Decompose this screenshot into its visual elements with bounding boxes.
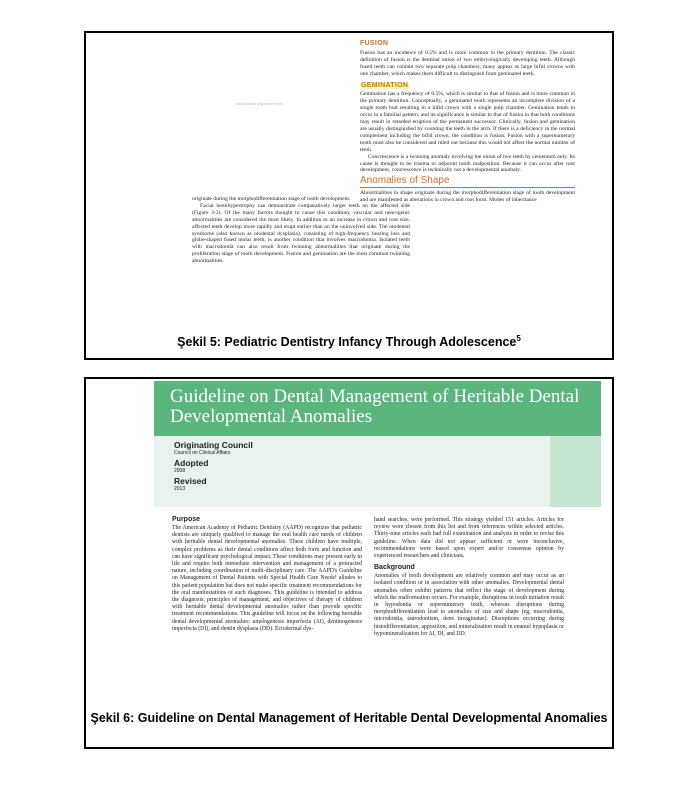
guideline-column-right xyxy=(374,517,564,638)
originating-label: Originating Council xyxy=(174,440,253,450)
revised-value: 2013 xyxy=(174,486,186,492)
paragraph: The American Academy of Pediatric Dentistry (AAPD) recognizes that pediatric dentists are uniquely qualified to manage the oral health care needs of children with heritable dental developmental anomalies. These children have multiple, complex problems as their dental conditions affect both form and function and can have significant psychological impact. These conditions may present early in life and require both immediate intervention and management of a protracted nature, including coordination of multi-disciplinary care. The AAPD's Guideline on Management of Dental Patients with Special Health Care Needs¹ alludes to this patient population but does not make specific treatment recommendations for the oral manifestations of such diagnoses. This guideline is intended to address the diagnosis, principles of management, and objectives of therapy of children with heritable dental developmental anomalies rather than provide specific treatment recommendations. This guideline will focus on the following heritable dental developmental anomalies: amelogenesis imperfecta (AI), dentinogenesis imperfecta (DI), and dentin dysplasia (DD). Ectodermal dys- xyxy=(172,524,362,632)
paragraph: Fusion has an incidence of 0.5% and is more common in the primary dentition. The classic definition of fusion is the dentinal union of two embryologically developing teeth. Although fused teeth can contain two separate pulp chambers, many appear as large bifid crowns with one chamber, which makes them difficult to distinguish from geminated teeth. xyxy=(360,49,575,77)
background-heading: Background xyxy=(374,564,415,572)
paragraph: originate during the morphodifferentiation stage of tooth development. xyxy=(192,196,351,202)
section-heading-fusion: FUSION xyxy=(360,40,389,47)
figure-caption xyxy=(86,334,612,349)
guideline-meta-box xyxy=(154,436,550,507)
caption-text: Şekil 5: Pediatric Dentistry Infancy Through Adolescence xyxy=(177,335,517,350)
paragraph: Anomalies of tooth development are relatively common and may occur as an isolated condition or in association with other anomalies. Developmental dental anomalies often exhibit patterns that reflect the stage of development during which the malformation occurs. For example, disruptions in tooth initiation result in hypodontia or supernumerary teeth, whereas disruptions during morphodifferentiation lead to anomalies of size and shape (eg, macrodontia, microdontia, taurodontism, dens invaginatus). Disruptions occurring during histodifferentiation, apposition, and mineralization result in enamel hypoplasia or hypomineralization for AI, DI, and DD. xyxy=(374,573,564,637)
paragraph: Gemination has a frequency of 0.5%, which is similar to that of fusion and is more common in the primary dentition. Conceptually, a geminated tooth represents an incomplete division of a single tooth bud resulting in a bifid crown with a single pulp chamber. Gemination tends to occur in a familial pattern, and its significance is similar to that of fusion in that both conditions may result in retarded eruption of the permanent successor. Clinically, fusion and gemination are usually distinguished by counting the teeth in the arch. If there is a deficiency in the normal complement including the bifid crown, the condition is fusion. Fusion with a supernumerary tooth must also be considered and ruled out because this would not affect the normal number of teeth. xyxy=(360,91,575,153)
figure-6 xyxy=(84,377,614,749)
paragraph: Concrescence is a twinning anomaly involving the union of two teeth by cementum only. Its cause is thought to be trauma or adjacent tooth malposition. Because it can occur after root development, concrescence is technically not a developmental anomaly. xyxy=(360,153,575,174)
caption-superscript: 5 xyxy=(516,334,521,343)
section-heading-gemination: GEMINATION xyxy=(361,81,409,89)
paragraph: hand searches, were performed. This strategy yielded 151 articles. Articles for review were chosen from this list and from references within selected articles. Thirty-nine articles each had full examination and analysis in order to revise this guideline. When data did not appear sufficient or were inconclusive, recommendations were based upon expert and/or consensus opinion by experienced researchers and clinicians. xyxy=(374,517,564,560)
adopted-value: 2008 xyxy=(174,468,186,474)
text-column-left xyxy=(192,196,410,265)
figure-5 xyxy=(84,31,614,360)
revised-label: Revised xyxy=(174,476,207,486)
guideline-column-left xyxy=(172,517,362,633)
section-heading-anomalies-of-shape: Anomalies of Shape xyxy=(360,178,575,188)
purpose-heading: Purpose xyxy=(172,516,201,523)
paragraph: Facial hemihypertrophy can demonstrate comparatively larger teeth on the affected side (Figure 3-3). Of the many factors thought to cause this condition, vascular and neurogenic abnormalities are considered the most likely. In addition to an increase in crown and root size, affected teeth develop more rapidly and erupt earlier than on the uninvolved side. The otodental syndrome (also known as otodental dysplasia), consisting of high-frequency hearing loss and globe-shaped fused molar teeth, is another condition that involves macrodontia. Isolated teeth with macrodontia can also result from twinning abnormalities that originate during the proliferation stage of tooth development. Fusion and gemination are the most common twinning abnormalities. xyxy=(192,202,410,265)
faint-watermark-text: Not falanca yayınevi metin xyxy=(236,101,283,106)
originating-value: Council on Clinical Affairs xyxy=(174,450,231,456)
adopted-label: Adopted xyxy=(174,458,209,468)
text-column-right xyxy=(360,41,575,204)
paragraph: Abnormalities in shape originate during the morphodifferentiation stage of tooth development and are manifested as alterations in crown and root form. Modes of inheritance xyxy=(360,190,575,204)
meta-side-stripe xyxy=(550,436,601,507)
figure-caption: Şekil 6: Guideline on Dental Management of Heritable Dental Developmental Anomalies xyxy=(90,711,608,725)
guideline-title-banner: Guideline on Dental Management of Heritable Dental Developmental Anomalies xyxy=(154,381,601,436)
